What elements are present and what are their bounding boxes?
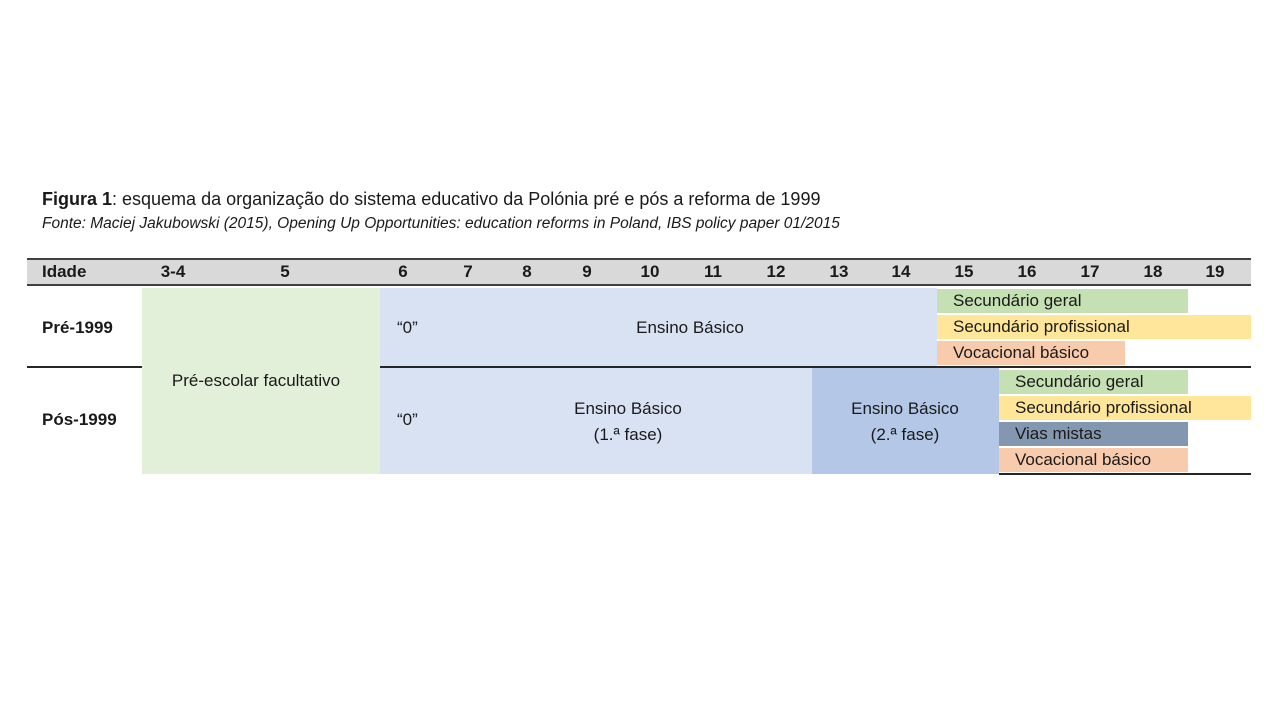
header-age: 5: [280, 262, 290, 281]
header-age: 14: [891, 262, 911, 281]
pre-track-secundario-geral: Secundário geral: [937, 289, 1188, 313]
header-age: 7: [463, 262, 473, 281]
header-age: 8: [522, 262, 532, 281]
header-age: 13: [829, 262, 849, 281]
pos-track-secundario-geral: Secundário geral: [999, 370, 1188, 394]
row-label-pre-1999: Pré-1999: [42, 318, 113, 337]
header-age: 6: [398, 262, 408, 281]
header-idade: Idade: [42, 262, 87, 281]
header-age: 9: [582, 262, 592, 281]
row-divider-left: [27, 366, 142, 368]
pos-track-vocacional-basico: Vocacional básico: [999, 448, 1188, 472]
preschool-label: Pré-escolar facultativo: [171, 371, 341, 390]
pre-zero-label: “0”: [397, 318, 418, 337]
header-age: 15: [954, 262, 974, 281]
pos-basic2-label: Ensino Básico: [851, 399, 959, 418]
header-age: 19: [1205, 262, 1225, 281]
header-age: 12: [766, 262, 786, 281]
figure-caption-text: : esquema da organização do sistema educativo da Polónia pré e pós a reforma de 1999: [112, 189, 821, 209]
age-header-bar: [27, 258, 1251, 286]
header-age: 11: [704, 262, 722, 281]
pre-track-secundario-profissional: Secundário profissional: [937, 315, 1251, 339]
row-label-pos-1999: Pós-1999: [42, 410, 117, 429]
figure-source: Fonte: Maciej Jakubowski (2015), Opening Up Opportunities: education reforms in Poland, IBS policy paper 01/2015: [42, 215, 840, 232]
header-age: 3-4: [160, 262, 186, 281]
pos-basic1-label: Ensino Básico: [574, 399, 682, 418]
figure-caption: [42, 188, 820, 210]
table-bottom-line: [999, 473, 1251, 475]
pre-track-vocacional-basico: Vocacional básico: [937, 341, 1125, 365]
pos-basic2-phase: (2.ª fase): [870, 425, 940, 444]
pos-basic-phase2-block: [812, 368, 999, 474]
header-age: 16: [1017, 262, 1037, 281]
header-age: 17: [1080, 262, 1100, 281]
pos-basic-phase1-block: [380, 368, 812, 474]
figure-label: Figura 1: [42, 189, 113, 209]
header-age: 10: [640, 262, 660, 281]
pre-basic-label: Ensino Básico: [636, 318, 744, 337]
pos-track-vias-mistas: Vias mistas: [999, 422, 1188, 446]
header-age: 18: [1143, 262, 1163, 281]
pos-track-secundario-profissional: Secundário profissional: [999, 396, 1251, 420]
pos-basic1-phase: (1.ª fase): [593, 425, 663, 444]
pos-zero-label: “0”: [397, 410, 418, 429]
